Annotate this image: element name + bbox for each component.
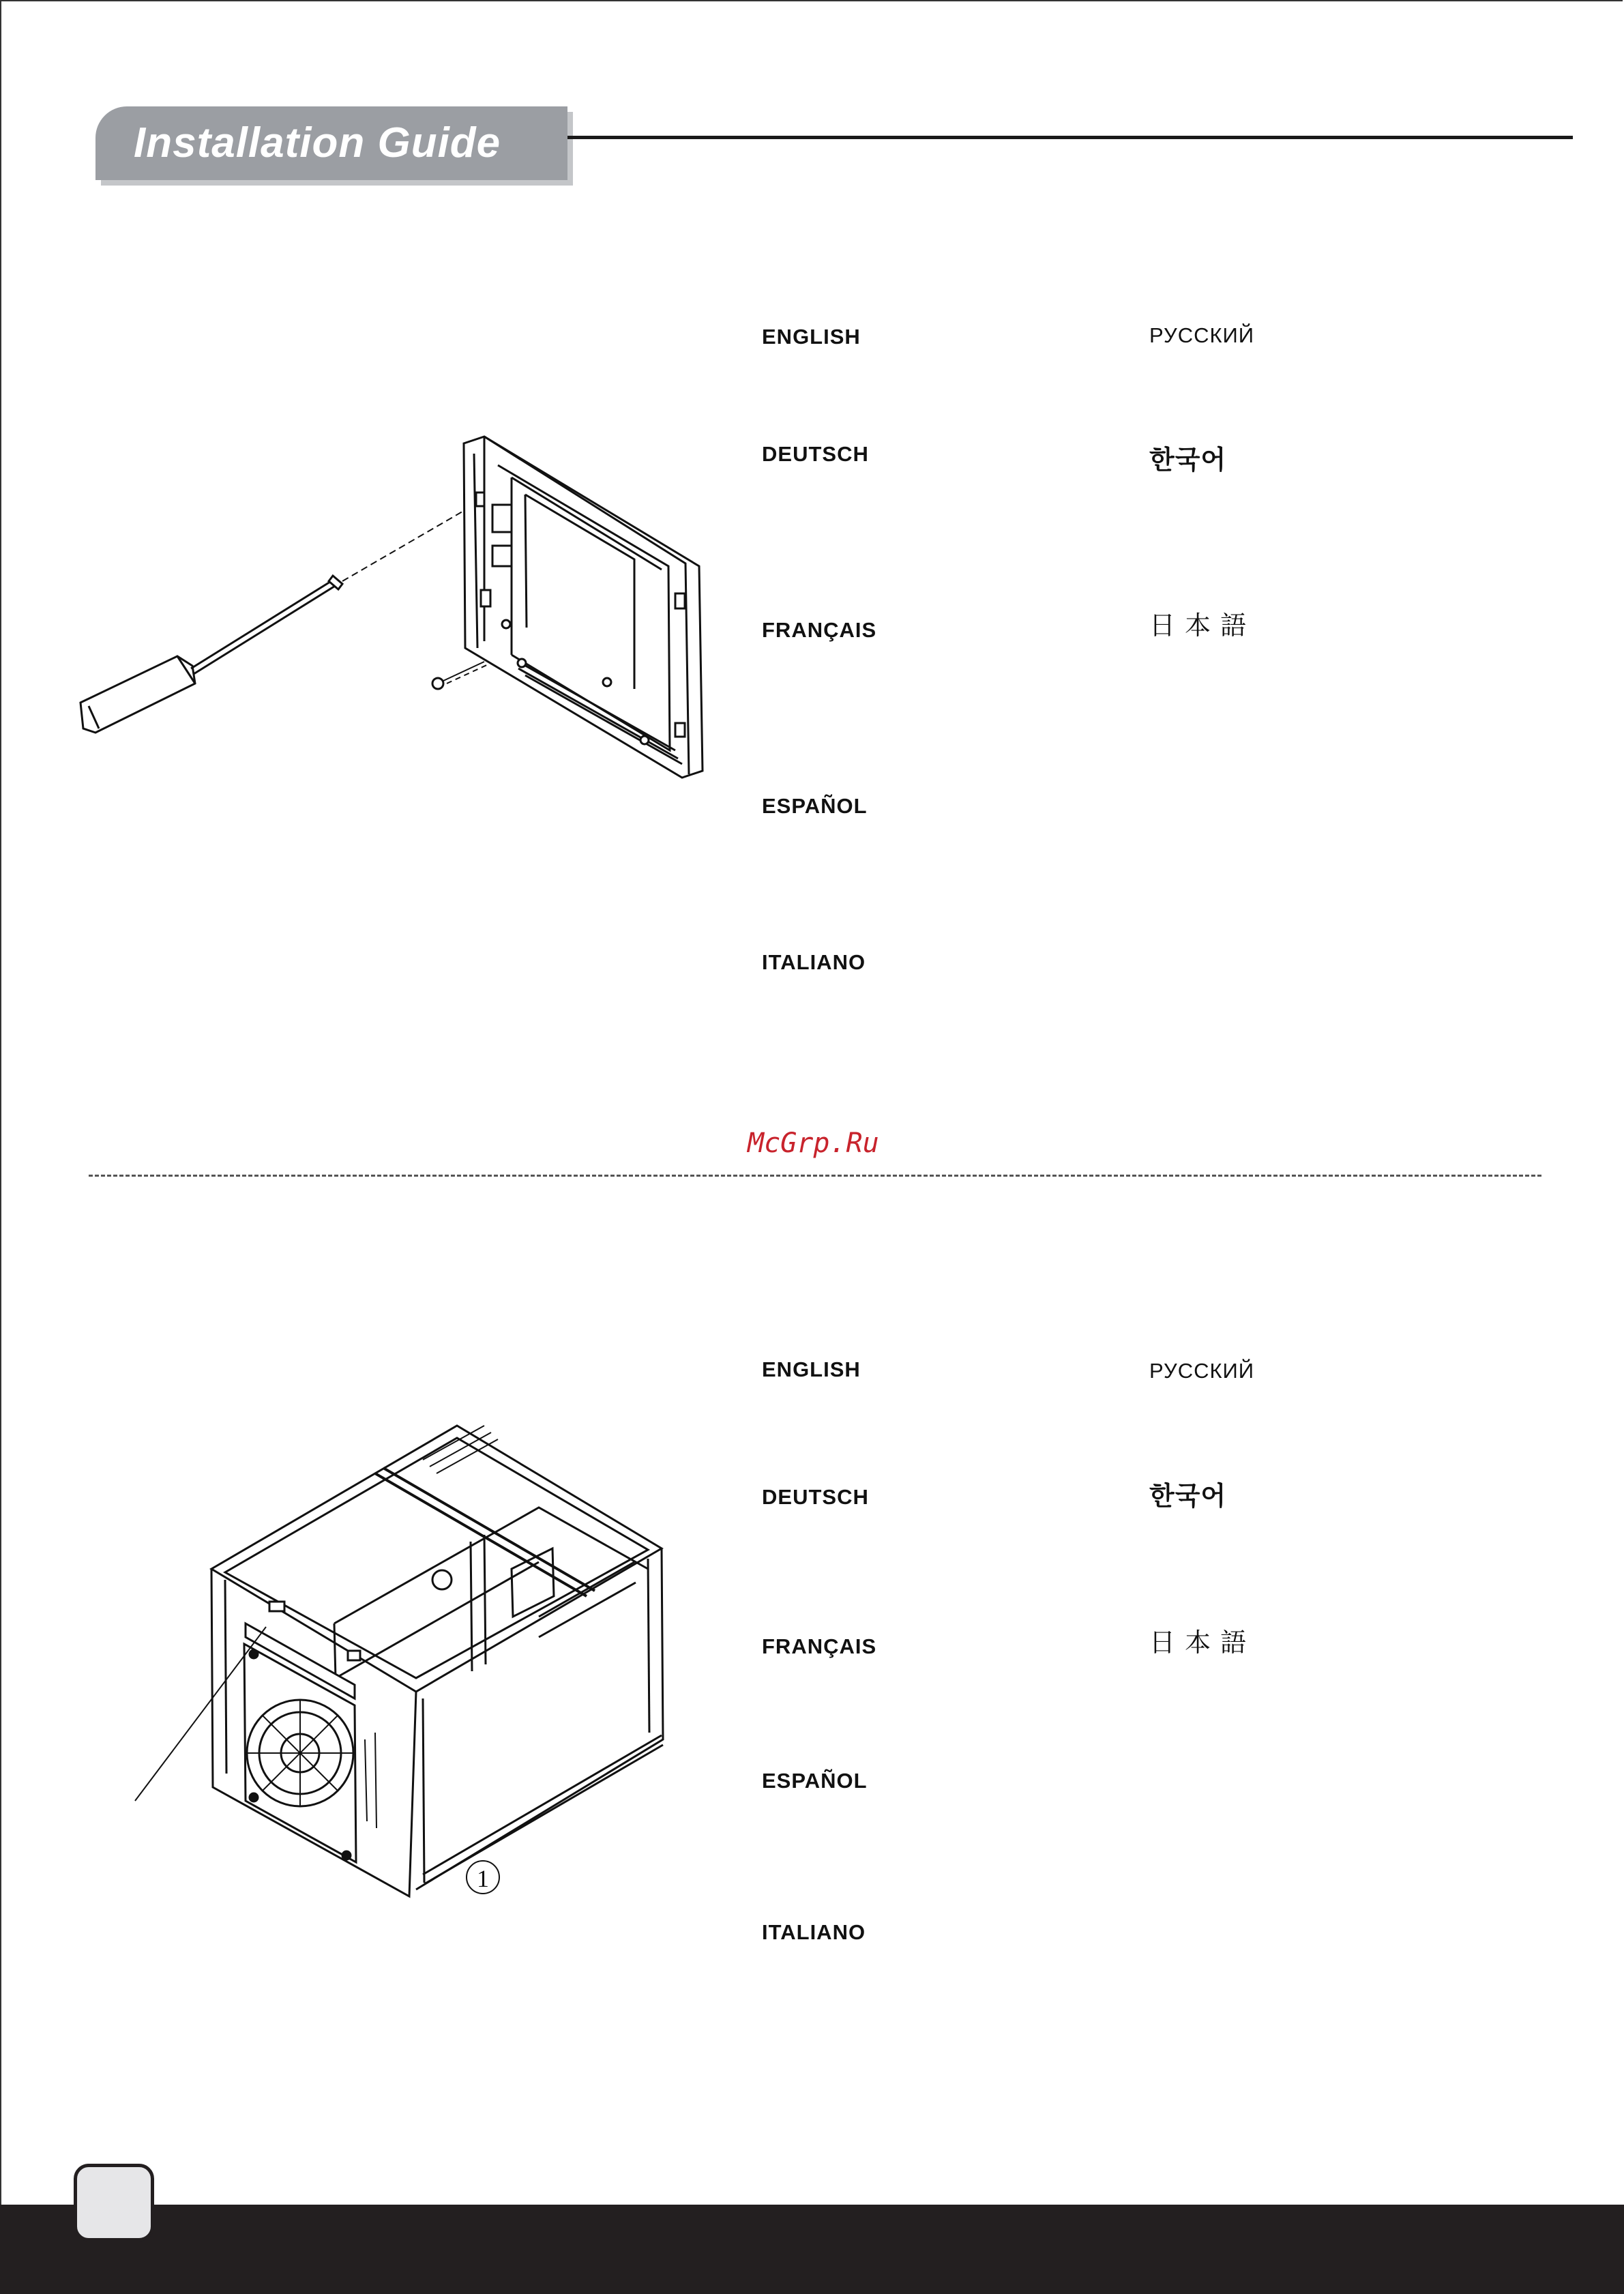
- callout-number: 1: [477, 1865, 489, 1892]
- lang-espanol-1: ESPAÑOL: [762, 794, 868, 818]
- lang-italiano-2: ITALIANO: [762, 1920, 866, 1944]
- screwdriver-cage-illustration: [75, 430, 716, 784]
- lang-deutsch-2: DEUTSCH: [762, 1485, 869, 1509]
- lang-korean-2: 한국어: [1149, 1481, 1227, 1511]
- lang-deutsch-1: DEUTSCH: [762, 442, 869, 466]
- title-rule: [567, 136, 1573, 139]
- chassis-illustration: [130, 1419, 675, 1910]
- lang-english-2: ENGLISH: [762, 1357, 861, 1381]
- lang-francais-1: FRANÇAIS: [762, 618, 877, 642]
- lang-francais-2: FRANÇAIS: [762, 1634, 877, 1658]
- section-divider: [89, 1175, 1541, 1177]
- lang-italiano-1: ITALIANO: [762, 950, 866, 974]
- lang-english-1: ENGLISH: [762, 325, 861, 349]
- footer-bar: [0, 2205, 1624, 2294]
- lang-russian-1: РУССКИЙ: [1149, 323, 1255, 347]
- lang-japanese-1: 日 本 語: [1149, 611, 1247, 641]
- page-number-box: [74, 2164, 154, 2241]
- watermark: McGrp.Ru: [748, 1128, 879, 1159]
- lang-korean-1: 한국어: [1149, 445, 1227, 475]
- page-title: Installation Guide: [134, 119, 501, 166]
- lang-japanese-2: 日 本 語: [1149, 1628, 1247, 1658]
- lang-espanol-2: ESPAÑOL: [762, 1769, 868, 1793]
- lang-russian-2: РУССКИЙ: [1149, 1359, 1255, 1383]
